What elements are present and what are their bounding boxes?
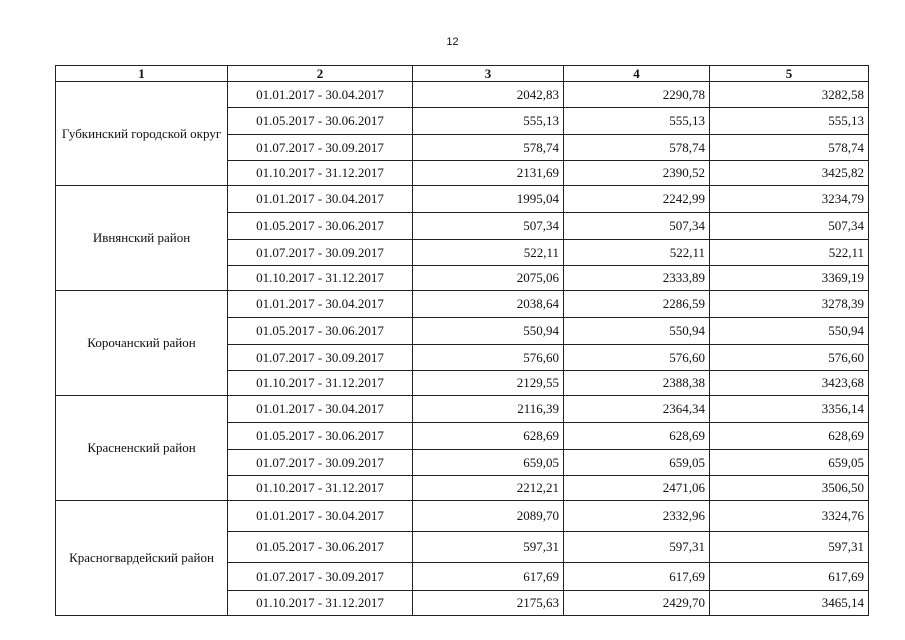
- value-cell-4: 2390,52: [564, 161, 710, 186]
- value-cell-3: 2089,70: [413, 501, 564, 532]
- value-cell-4: 576,60: [564, 345, 710, 371]
- value-cell-3: 2129,55: [413, 371, 564, 396]
- period-cell: 01.01.2017 - 30.04.2017: [228, 396, 413, 423]
- column-header-3: 3: [413, 66, 564, 82]
- value-cell-5: 617,69: [710, 563, 869, 591]
- district-cell: Ивнянский район: [56, 186, 228, 291]
- district-cell: Красногвардейский район: [56, 501, 228, 616]
- value-cell-4: 578,74: [564, 135, 710, 161]
- value-cell-4: 2242,99: [564, 186, 710, 213]
- column-header-1: 1: [56, 66, 228, 82]
- period-cell: 01.07.2017 - 30.09.2017: [228, 563, 413, 591]
- value-cell-3: 2212,21: [413, 476, 564, 501]
- period-cell: 01.10.2017 - 31.12.2017: [228, 476, 413, 501]
- value-cell-3: 550,94: [413, 318, 564, 345]
- period-cell: 01.07.2017 - 30.09.2017: [228, 240, 413, 266]
- table-body: [56, 82, 869, 616]
- value-cell-4: 617,69: [564, 563, 710, 591]
- value-cell-5: 3356,14: [710, 396, 869, 423]
- value-cell-4: 2332,96: [564, 501, 710, 532]
- value-cell-5: 550,94: [710, 318, 869, 345]
- table-row: [56, 396, 869, 423]
- page-number: 12: [446, 36, 459, 48]
- column-header-2: 2: [228, 66, 413, 82]
- period-cell: 01.01.2017 - 30.04.2017: [228, 501, 413, 532]
- value-cell-5: 3465,14: [710, 591, 869, 616]
- district-cell: Корочанский район: [56, 291, 228, 396]
- value-cell-4: 659,05: [564, 450, 710, 476]
- value-cell-4: 2364,34: [564, 396, 710, 423]
- value-cell-4: 2388,38: [564, 371, 710, 396]
- period-cell: 01.05.2017 - 30.06.2017: [228, 532, 413, 563]
- period-cell: 01.10.2017 - 31.12.2017: [228, 591, 413, 616]
- value-cell-5: 555,13: [710, 108, 869, 135]
- district-cell: Красненский район: [56, 396, 228, 501]
- value-cell-5: 3506,50: [710, 476, 869, 501]
- value-cell-5: 3234,79: [710, 186, 869, 213]
- value-cell-5: 3425,82: [710, 161, 869, 186]
- value-cell-4: 2471,06: [564, 476, 710, 501]
- value-cell-4: 522,11: [564, 240, 710, 266]
- period-cell: 01.01.2017 - 30.04.2017: [228, 291, 413, 318]
- column-header-5: 5: [710, 66, 869, 82]
- value-cell-3: 617,69: [413, 563, 564, 591]
- value-cell-3: 597,31: [413, 532, 564, 563]
- value-cell-5: 3324,76: [710, 501, 869, 532]
- value-cell-5: 597,31: [710, 532, 869, 563]
- period-cell: 01.10.2017 - 31.12.2017: [228, 161, 413, 186]
- value-cell-3: 628,69: [413, 423, 564, 450]
- table-row: [56, 501, 869, 532]
- value-cell-5: 628,69: [710, 423, 869, 450]
- value-cell-4: 2429,70: [564, 591, 710, 616]
- value-cell-5: 507,34: [710, 213, 869, 240]
- column-header-4: 4: [564, 66, 710, 82]
- period-cell: 01.05.2017 - 30.06.2017: [228, 213, 413, 240]
- table-row: [56, 291, 869, 318]
- district-cell: Губкинский городской округ: [56, 82, 228, 186]
- value-cell-5: 659,05: [710, 450, 869, 476]
- value-cell-3: 1995,04: [413, 186, 564, 213]
- value-cell-4: 550,94: [564, 318, 710, 345]
- table-header: [56, 66, 869, 82]
- value-cell-4: 2290,78: [564, 82, 710, 108]
- period-cell: 01.10.2017 - 31.12.2017: [228, 371, 413, 396]
- period-cell: 01.01.2017 - 30.04.2017: [228, 186, 413, 213]
- value-cell-3: 576,60: [413, 345, 564, 371]
- value-cell-4: 597,31: [564, 532, 710, 563]
- table-row: [56, 186, 869, 213]
- value-cell-3: 507,34: [413, 213, 564, 240]
- value-cell-3: 555,13: [413, 108, 564, 135]
- value-cell-5: 522,11: [710, 240, 869, 266]
- value-cell-3: 2131,69: [413, 161, 564, 186]
- value-cell-3: 2075,06: [413, 266, 564, 291]
- value-cell-3: 2038,64: [413, 291, 564, 318]
- value-cell-4: 507,34: [564, 213, 710, 240]
- period-cell: 01.05.2017 - 30.06.2017: [228, 423, 413, 450]
- value-cell-5: 3278,39: [710, 291, 869, 318]
- value-cell-4: 555,13: [564, 108, 710, 135]
- value-cell-5: 3282,58: [710, 82, 869, 108]
- value-cell-4: 2286,59: [564, 291, 710, 318]
- tariff-table: [55, 65, 869, 616]
- value-cell-4: 628,69: [564, 423, 710, 450]
- header-row: [56, 66, 869, 82]
- value-cell-5: 3423,68: [710, 371, 869, 396]
- value-cell-3: 522,11: [413, 240, 564, 266]
- value-cell-3: 659,05: [413, 450, 564, 476]
- period-cell: 01.07.2017 - 30.09.2017: [228, 135, 413, 161]
- period-cell: 01.07.2017 - 30.09.2017: [228, 345, 413, 371]
- value-cell-3: 578,74: [413, 135, 564, 161]
- value-cell-3: 2175,63: [413, 591, 564, 616]
- period-cell: 01.05.2017 - 30.06.2017: [228, 318, 413, 345]
- period-cell: 01.01.2017 - 30.04.2017: [228, 82, 413, 108]
- period-cell: 01.10.2017 - 31.12.2017: [228, 266, 413, 291]
- value-cell-5: 3369,19: [710, 266, 869, 291]
- period-cell: 01.07.2017 - 30.09.2017: [228, 450, 413, 476]
- table-row: [56, 82, 869, 108]
- value-cell-4: 2333,89: [564, 266, 710, 291]
- value-cell-3: 2116,39: [413, 396, 564, 423]
- value-cell-5: 578,74: [710, 135, 869, 161]
- period-cell: 01.05.2017 - 30.06.2017: [228, 108, 413, 135]
- value-cell-5: 576,60: [710, 345, 869, 371]
- value-cell-3: 2042,83: [413, 82, 564, 108]
